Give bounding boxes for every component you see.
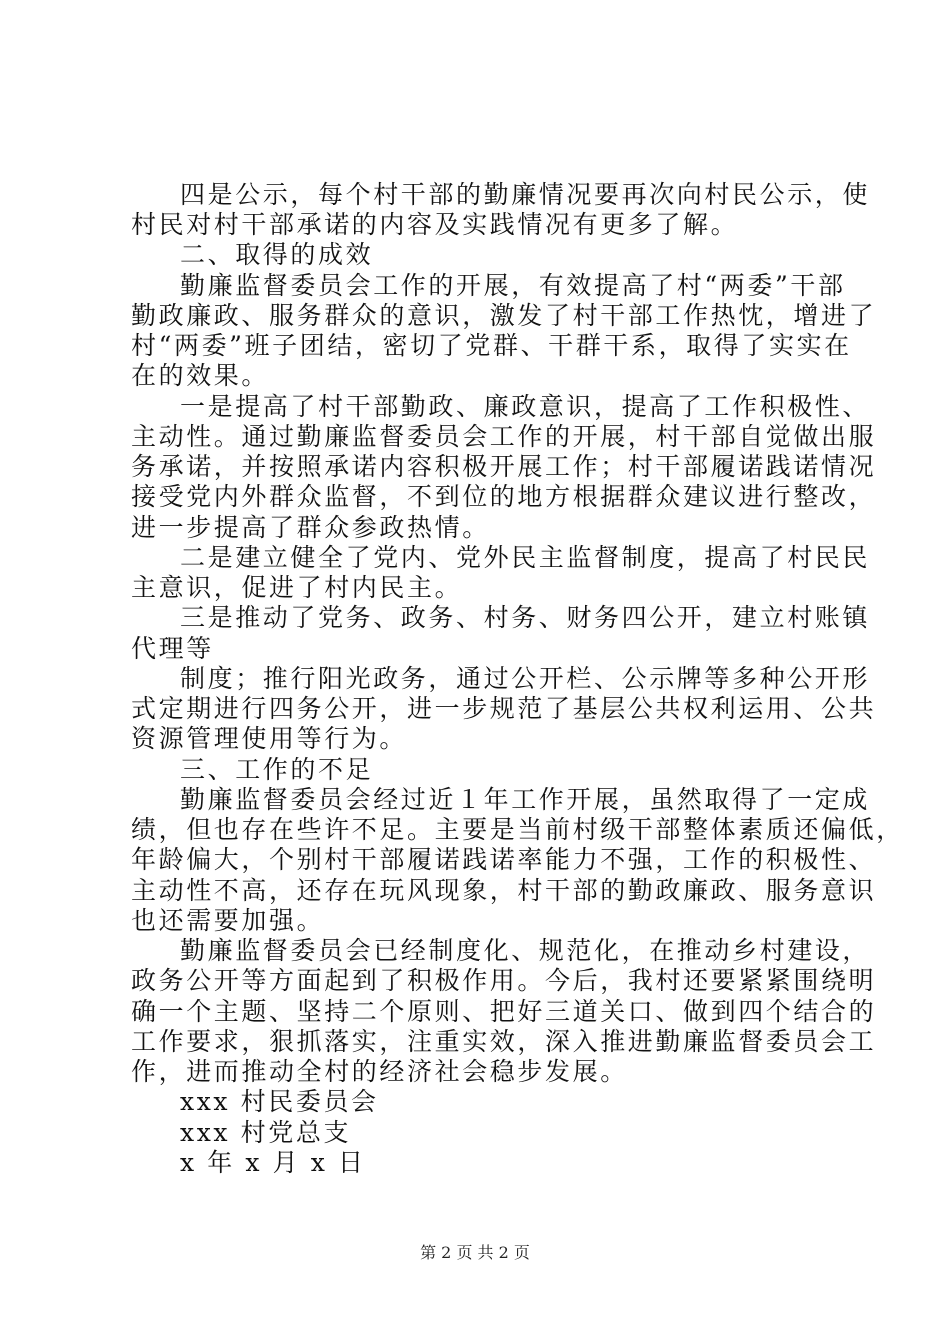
body-line-2: 村民对村干部承诺的内容及实践情况有更多了解。: [131, 210, 739, 239]
body-line-15: 三是推动了党务、政务、村务、财务四公开，建立村账镇: [180, 603, 871, 632]
body-line-29: 工作要求，狠抓落实，注重实效，深入推进勤廉监督委员会工: [131, 1027, 877, 1056]
body-line-25: 也还需要加强。: [131, 906, 325, 935]
signature-party-branch: xxx 村党总支: [180, 1118, 352, 1147]
body-line-10: 务承诺，并按照承诺内容积极开展工作；村干部履诺践诺情况: [131, 452, 877, 481]
body-line-14: 主意识，促进了村内民主。: [131, 573, 463, 602]
signature-date: x 年 x 月 x 日: [180, 1148, 366, 1177]
body-line-26: 勤廉监督委员会已经制度化、规范化，在推动乡村建设，: [180, 936, 871, 965]
body-line-11: 接受党内外群众监督，不到位的地方根据群众建议进行整改，: [131, 482, 877, 511]
body-line-17: 制度；推行阳光政务，通过公开栏、公示牌等多种公开形: [180, 664, 871, 693]
body-line-1: 四是公示，每个村干部的勤廉情况要再次向村民公示，使: [180, 180, 871, 209]
body-line-8: 一是提高了村干部勤政、廉政意识，提高了工作积极性、: [180, 392, 871, 421]
body-line-13: 二是建立健全了党内、党外民主监督制度，提高了村民民: [180, 543, 871, 572]
body-line-28: 确一个主题、坚持二个原则、把好三道关口、做到四个结合的: [131, 997, 877, 1026]
body-line-7: 在的效果。: [131, 361, 270, 390]
body-line-12: 进一步提高了群众参政热情。: [131, 513, 490, 542]
signature-village-committee: xxx 村民委员会: [180, 1087, 379, 1116]
page-number-footer: 第 2 页 共 2 页: [420, 1243, 530, 1262]
body-line-22: 绩，但也存在些许不足。主要是当前村级干部整体素质还偏低，: [131, 815, 904, 844]
body-line-4: 勤廉监督委员会工作的开展，有效提高了村“两委”干部: [180, 271, 846, 300]
body-line-16: 代理等: [131, 634, 214, 663]
body-line-23: 年龄偏大，个别村干部履诺践诺率能力不强，工作的积极性、: [131, 845, 877, 874]
body-line-27: 政务公开等方面起到了积极作用。今后，我村还要紧紧围绕明: [131, 966, 877, 995]
body-line-30: 作，进而推动全村的经济社会稳步发展。: [131, 1057, 628, 1086]
body-line-6: 村“两委”班子团结，密切了党群、干群干系，取得了实实在: [131, 331, 852, 360]
body-line-21: 勤廉监督委员会经过近１年工作开展，虽然取得了一定成: [180, 785, 871, 814]
body-line-19: 资源管理使用等行为。: [131, 724, 408, 753]
body-line-5: 勤政廉政、服务群众的意识，激发了村干部工作热忱，增进了: [131, 301, 877, 330]
body-line-9: 主动性。通过勤廉监督委员会工作的开展，村干部自觉做出服: [131, 422, 877, 451]
section-heading: 二、取得的成效: [180, 240, 374, 269]
body-line-24: 主动性不高，还存在玩风现象，村干部的勤政廉政、服务意识: [131, 876, 877, 905]
section-heading: 三、工作的不足: [180, 755, 374, 784]
body-line-18: 式定期进行四务公开，进一步规范了基层公共权利运用、公共: [131, 694, 877, 723]
